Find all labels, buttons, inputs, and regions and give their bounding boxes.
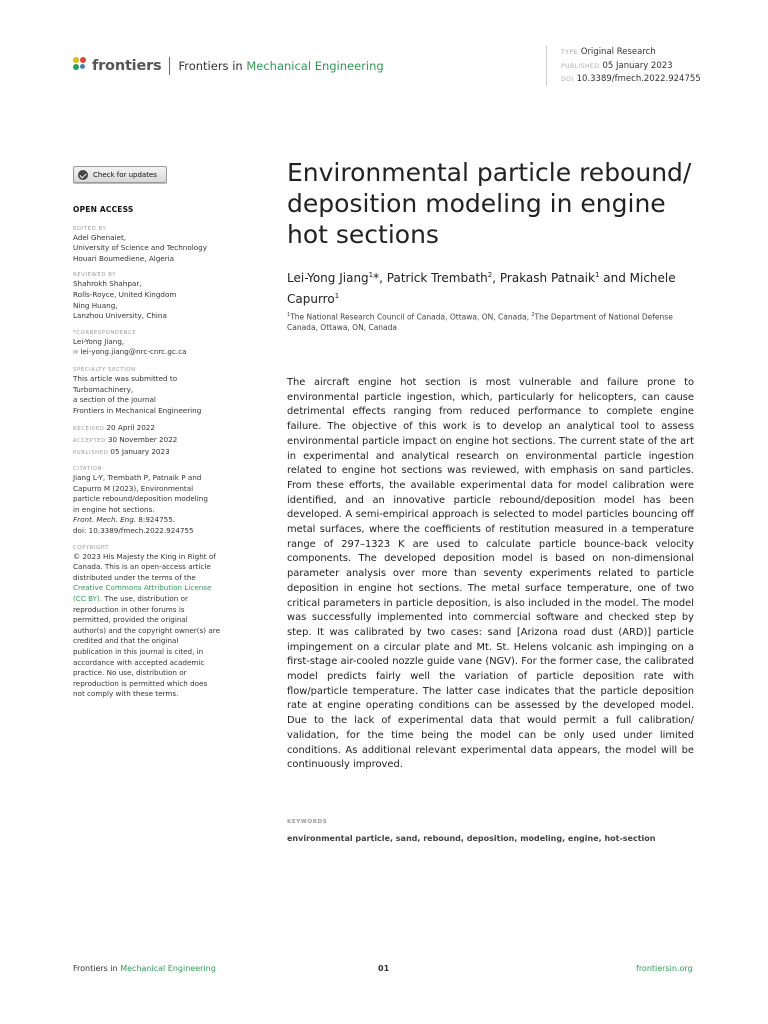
cc-by-link[interactable]: (CC BY). (73, 594, 103, 604)
author[interactable]: Michele Capurro (287, 271, 676, 306)
frontiers-logo[interactable] (73, 57, 384, 75)
footer-journal[interactable]: Frontiers in Mechanical Engineering (73, 964, 216, 973)
divider (169, 57, 170, 75)
sidebar (73, 205, 243, 707)
check-for-updates-button[interactable]: Check for updates (73, 166, 167, 183)
doi: DOI 10.3389/fmech.2022.924755 (561, 74, 701, 84)
edited-by-section: EDITED BY Adel Ghenaiet, University of Science and Technology Houari Boumediene, Algeria (73, 225, 207, 263)
site-link[interactable]: frontiersin.org (636, 964, 693, 973)
abstract: The aircraft engine hot section is most vulnerable and failure prone to environmental particle ingestion, which, particularly for helicopters, can cause detrimental effects ranging from reduced performance to complete engine failure. The objective of this work is to develop an analytical tool to assess environmental particle impact on engine hot sections. The current state of the art in experimental and analytical research on environmental particle ingestion related to engine hot sections was reviewed, with emphasis on sand particles. From these efforts, the available experimental data for model calibration were identified, and an innovative particle rebound/deposition model has been developed. A semi-empirical approach is selected to model particles bouncing off metal surfaces, where the coefficients of restitution measured in a temperature range of 297–1323 K are used to calculate particle bounce-back velocity components. The developed deposition model is based on non-dimensional parameter analysis over more than seventy experiments related to particle deposition in engine hot sections. The metal surface temperature, one of two critical parameters in particle deposition, is also included in the model. The model was successfully implemented into commercial software and checked step by step. It was calibrated by two cases: sand [Arizona road dust (ARD)] particle impingement on a circular plate and Mt. St. Helens volcanic ash impinging on a first-stage air-cooled nozzle guide vane (NGV). For the former case, the calibrated model predicts fairly well the variation of particle deposition rate with flow/particle temperature. The latter case indicates that the particle deposition rate at engine operating conditions can be assessed by the developed model. Due to the lack of experimental data that would permit a full calibration/ validation, for the time being the model can be only used under limited conditions. As additional relevant experimental data appears, the model will be continuously improved. (287, 377, 694, 771)
specialty-section: SPECIALTY SECTION This article was submitted to Turbomachinery, a section of the journal Frontiers in Mechanical Engineering (73, 366, 202, 415)
copyright-section: COPYRIGHT © 2023 His Majesty the King in Right of Canada. This is an open-access article distributed under the terms of the Creative Commons Attribution License (CC BY). The use, distribution or reproduction in other forums is permitted, provided the original author(s) and the copyright owner(s) are credited and that the original publication in this journal is cited, in accordance with accepted academic practice. No use, distribution or reproduction is permitted which does not comply with these terms. (73, 544, 243, 700)
frontiers-logo-icon (73, 57, 89, 75)
open-access-label: OPEN ACCESS (73, 205, 134, 214)
article-type: TYPE Original Research (561, 47, 656, 57)
brand-name: frontiers (92, 58, 162, 74)
author[interactable]: Prakash Patnaik (499, 271, 595, 285)
dates-section: RECEIVED 20 April 2022 ACCEPTED 30 November 2022 PUBLISHED 05 January 2023 (73, 423, 178, 456)
affiliations: $^1$The National Research Council of Canada, Ottawa, ON, Canada, $^2$The Department of National Defense Canada, Ottawa, ON, Canada (287, 312, 673, 332)
article-meta (546, 46, 701, 86)
citation-section: CITATION Jiang L-Y, Trembath P, Patnaik P and Capurro M (2023), Environmental particle rebound/deposition modeling in engine hot sections. Front. Mech. Eng. 8:924755. doi: 10.3389/fmech.2022.924755 (73, 466, 208, 536)
published-date: PUBLISHED 05 January 2023 (561, 60, 673, 71)
correspondence-section: *CORRESPONDENCE Lei-Yong Jiang, ✉ lei-yong.jiang@nrc-cnrc.gc.ca (73, 329, 187, 357)
check-icon (78, 170, 88, 180)
email-icon: ✉ (73, 349, 79, 357)
page-number: 01 (378, 964, 390, 973)
reviewed-by-section: REVIEWED BY Shahrokh Shahpar, Rolls-Royce, United Kingdom Ning Huang, Lanzhou University, China (73, 272, 177, 321)
author[interactable]: Patrick Trembath (386, 271, 488, 285)
keywords-heading: KEYWORDS (287, 819, 328, 825)
author-list: Lei-Yong Jiang$^1$*, Patrick Trembath$^2$, Prakash Patnaik$^1$ and Michele Capurro$^1$ (287, 271, 676, 306)
journal-name[interactable]: Frontiers in Mechanical Engineering (178, 59, 384, 73)
license-link[interactable]: Creative Commons Attribution License (73, 583, 212, 593)
author[interactable]: Lei-Yong Jiang (287, 271, 369, 285)
correspondence-email[interactable]: lei-yong.jiang@nrc-cnrc.gc.ca (80, 347, 187, 357)
article-title: Environmental particle rebound/ deposition modeling in engine hot sections (287, 158, 692, 249)
keywords: environmental particle, sand, rebound, deposition, modeling, engine, hot-section (287, 834, 656, 843)
